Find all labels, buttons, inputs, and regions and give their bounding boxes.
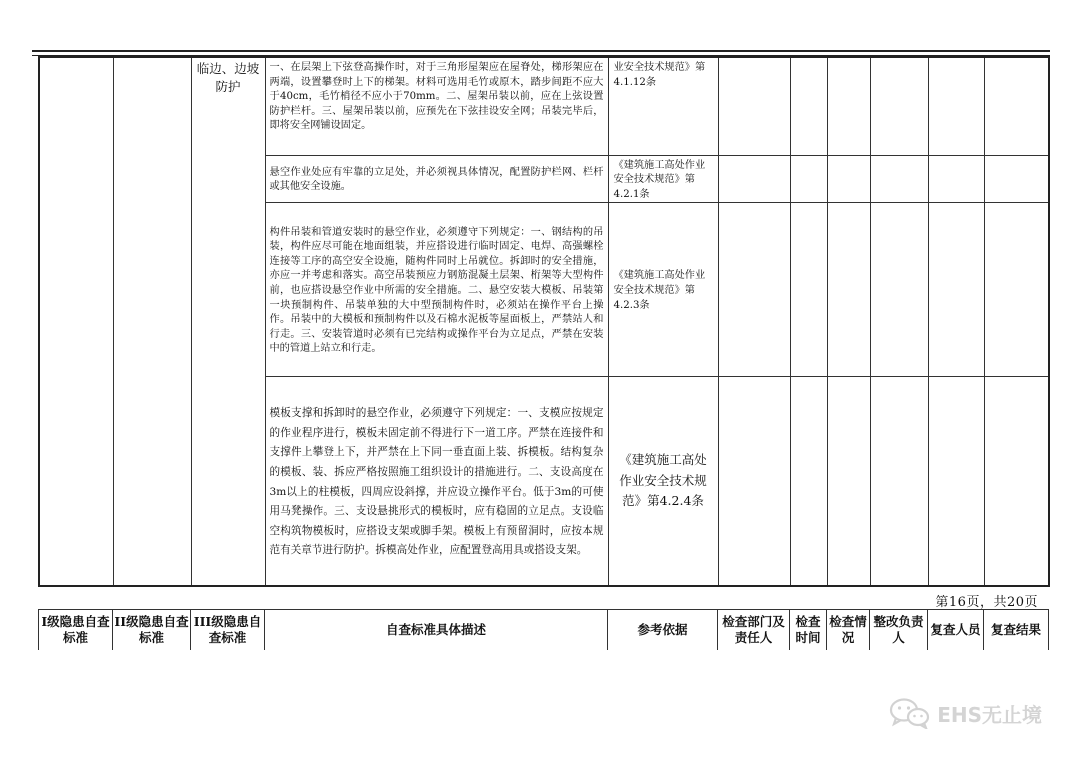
header-check-time: 检查时间 (790, 610, 827, 651)
reference-basis: 《建筑施工高处作业安全技术规范》第4.2.1条 (608, 155, 718, 203)
standard-description: 构件吊装和管道安装时的悬空作业，必须遵守下列规定：一、钢结构的吊装，构件应尽可能在地面组装，并应搭设进行临时固定、电焊、高强螺栓连接等工序的高空安全设施，随构件同时上吊就位。拆卸时的安全措施，亦应一并考虑和落实。高空吊装预应力钢筋混凝土层架、桁架等大型构件前，也应搭设悬空作业中所需的安全措施。二、悬空安装大模板、吊装第一块预制构件、吊装单独的大中型预制构件时，必须站在操作平台上操作。吊装中的大模板和预制构件以及石棉水泥板等屋面板上，严禁站人和行走。三、安装管道时必须有已完结构或操作平台为立足点，严禁在安装中的管道上站立和行走。 (265, 203, 608, 377)
review-result-cell (984, 57, 1049, 155)
check-status-cell (827, 57, 870, 155)
lvl3-cell: 临边、边坡防护 (191, 57, 265, 586)
check-time-cell (790, 57, 827, 155)
lvl1-cell (39, 57, 113, 586)
lvl2-cell (113, 57, 191, 586)
reviewer-cell (928, 57, 984, 155)
page-number: 第16页，共20页 (935, 595, 1038, 610)
rectify-owner-cell (870, 57, 928, 155)
header-reference: 参考依据 (608, 610, 718, 651)
reference-basis: 业安全技术规范》第4.1.12条 (608, 57, 718, 155)
header-check-dept: 检查部门及责任人 (718, 610, 790, 651)
wechat-icon (889, 697, 931, 729)
header-check-status: 检查情况 (827, 610, 870, 651)
header-lvl3: III级隐患自查标准 (191, 610, 265, 651)
header-lvl1: I级隐患自查标准 (39, 610, 113, 651)
header-rectify-owner: 整改负责人 (870, 610, 928, 651)
reference-basis: 《建筑施工高处作业安全技术规范》第4.2.3条 (608, 203, 718, 377)
watermark-text: EHS无止境 (937, 702, 1042, 727)
table-header (38, 609, 1049, 650)
standard-description: 一、在层架上下弦登高操作时，对于三角形屋架应在屋脊处，梯形架应在两端，设置攀登时上下的梯架。材料可选用毛竹或原木，踏步间距不应大于40cm，毛竹梢径不应小于70mm。二、屋架吊装以前，应在上弦设置防护栏杆。三、屋架吊装以前，应预先在下弦挂设安全网；吊装完毕后，即将安全网铺设固定。 (265, 57, 608, 155)
standard-description: 悬空作业处应有牢靠的立足处，并必须视具体情况，配置防护栏网、栏杆或其他安全设施。 (265, 155, 608, 203)
header-description: 自查标准具体描述 (265, 610, 608, 651)
reference-basis: 《建筑施工高处作业安全技术规范》第4.2.4条 (608, 377, 718, 586)
check-dept-cell (718, 57, 790, 155)
standard-description: 模板支撑和拆卸时的悬空作业，必须遵守下列规定：一、支模应按规定的作业程序进行，模板未固定前不得进行下一道工序。严禁在连接件和支撑件上攀登上下，并严禁在上下同一垂直面上装、拆模板。结构复杂的模板、装、拆应严格按照施工组织设计的措施进行。二、支设高度在3m以上的柱模板，四周应设斜撑，并应设立操作平台。低于3m的可使用马凳操作。三、支设悬挑形式的模板时，应有稳固的立足点。支设临空构筑物模板时，应搭设支架或脚手架。模板上有预留洞时，应按本规范有关章节进行防护。拆模高处作业，应配置登高用具或搭设支架。 (265, 377, 608, 586)
header-lvl2: II级隐患自查标准 (113, 610, 191, 651)
watermark (889, 697, 1042, 729)
header-review-result: 复查结果 (984, 610, 1049, 651)
top-rule (32, 50, 1050, 52)
table-row (39, 57, 1049, 155)
header-reviewer: 复查人员 (928, 610, 984, 651)
inspection-table (38, 56, 1050, 587)
